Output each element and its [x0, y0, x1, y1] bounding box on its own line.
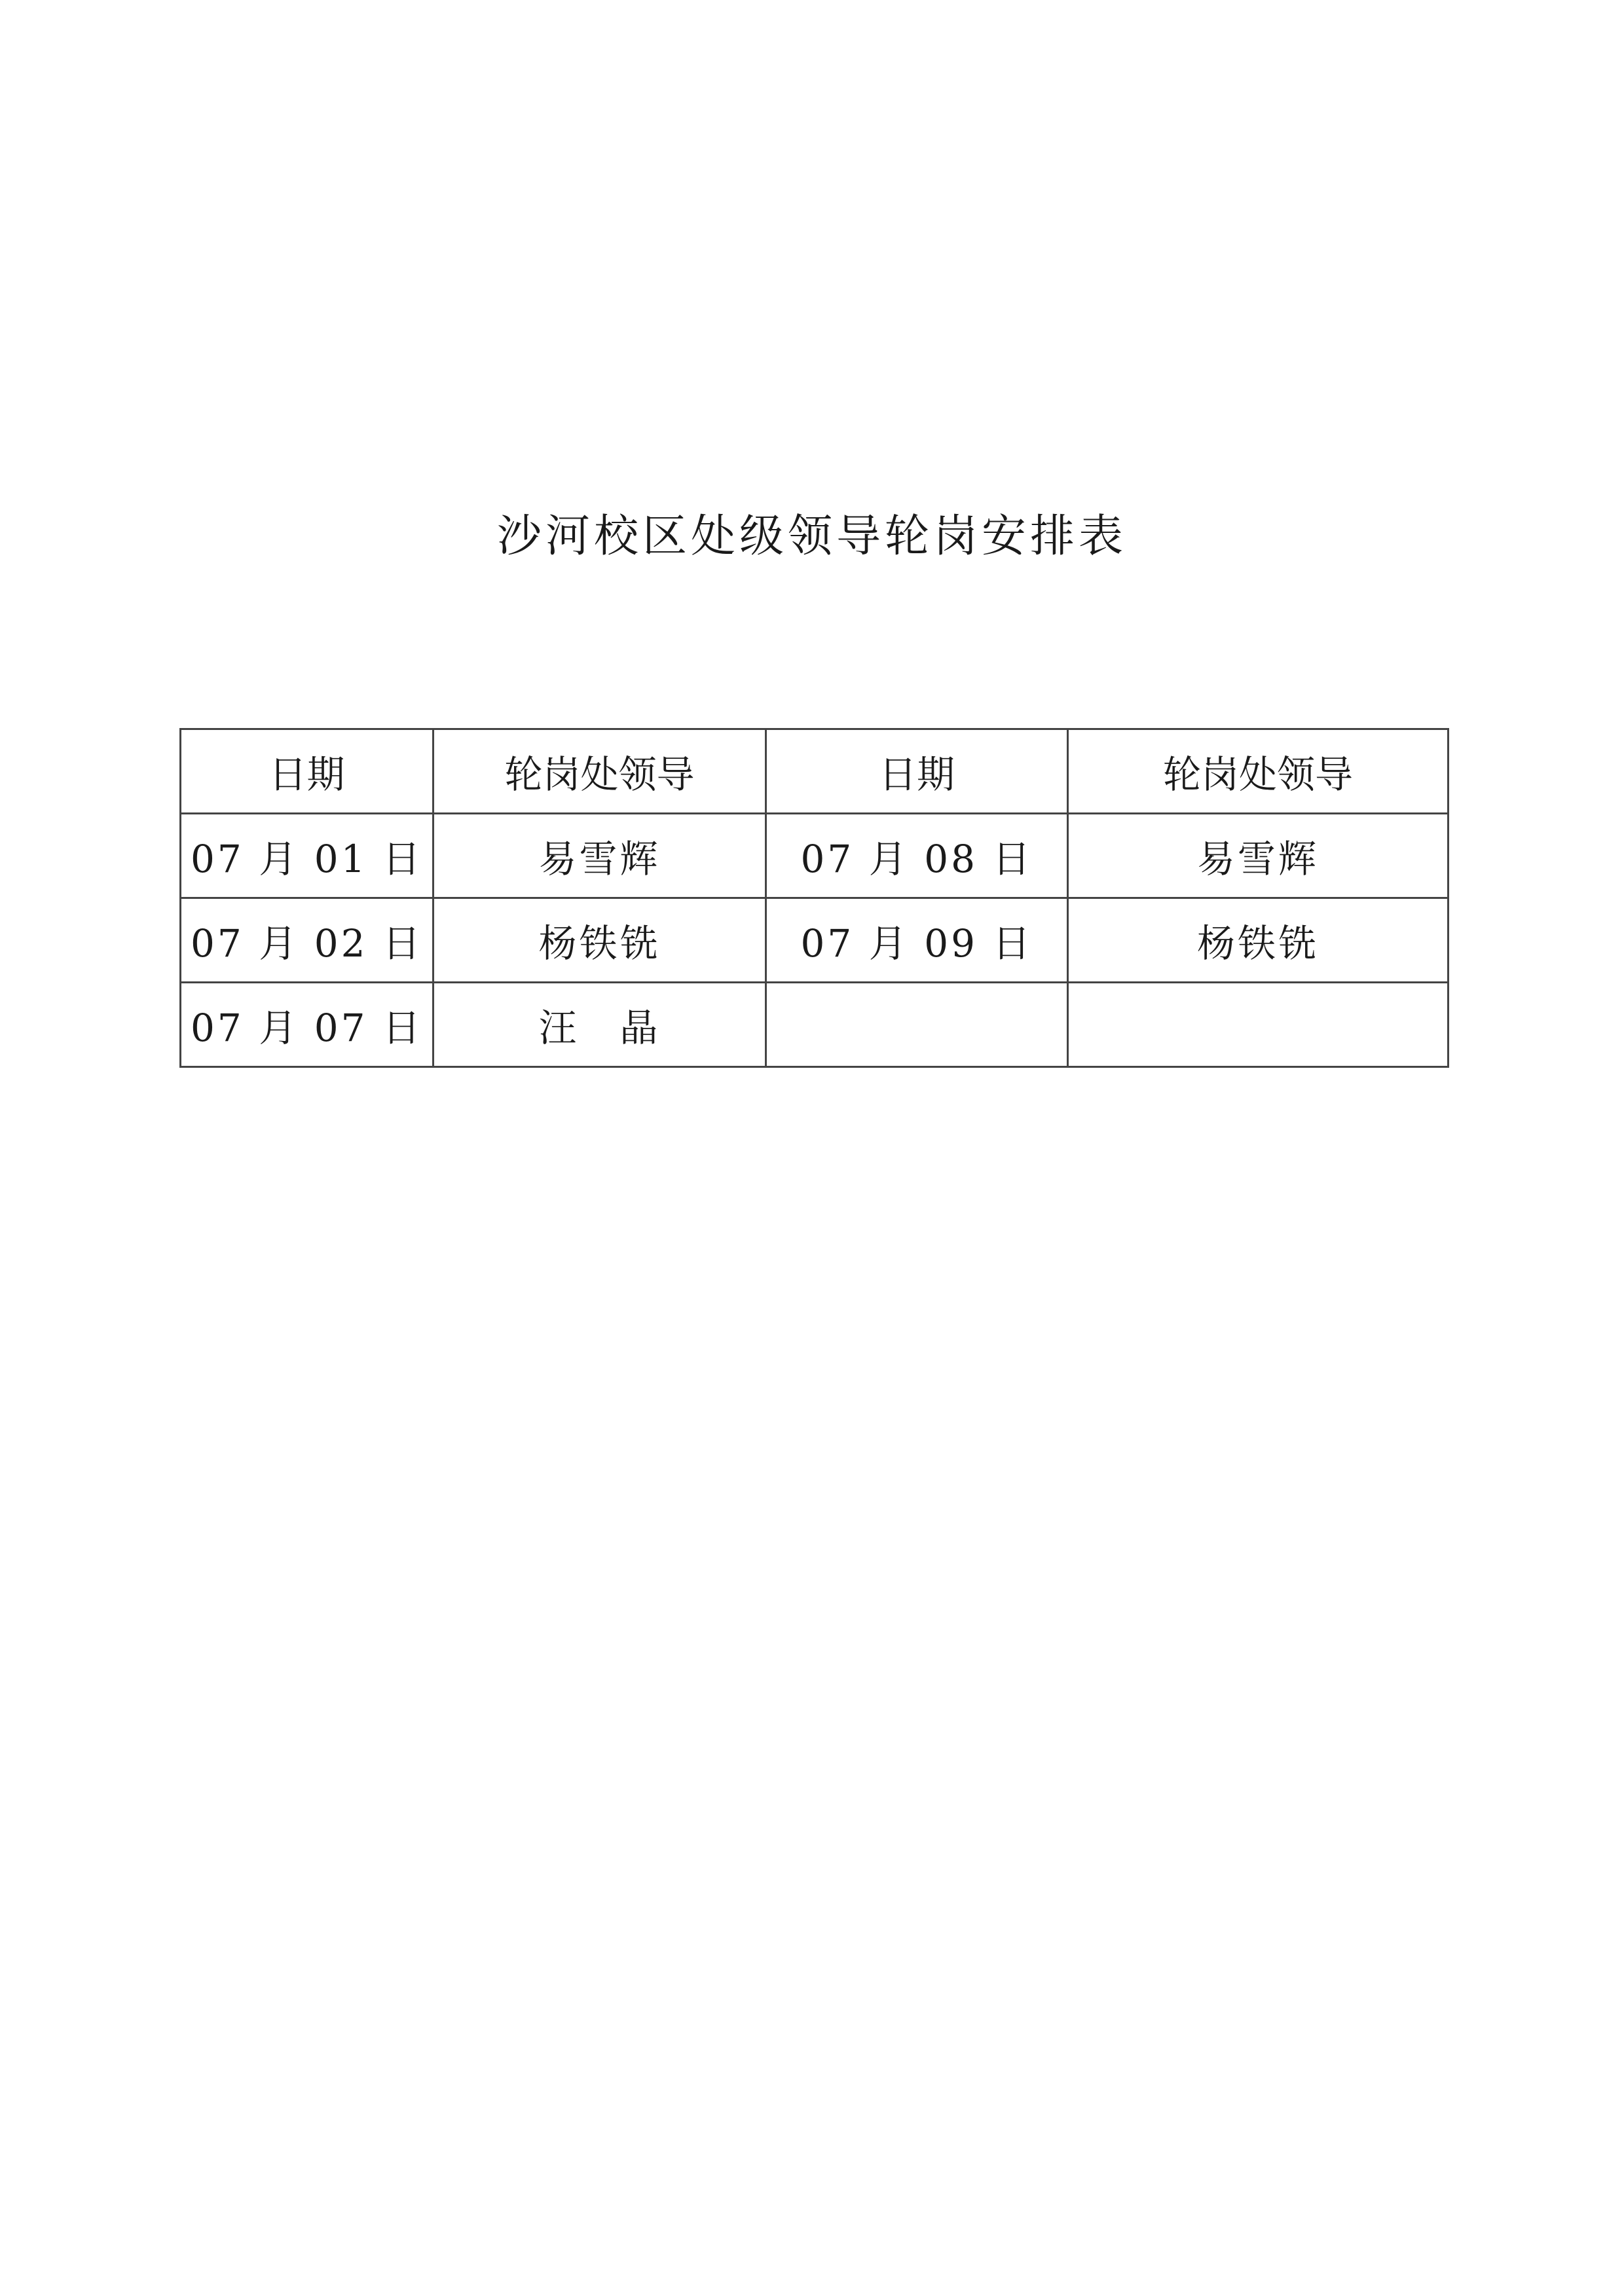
- table-header-row: [181, 729, 1449, 814]
- page-title: 沙河校区处级领导轮岗安排表: [496, 511, 1127, 562]
- leader-cell: 易雪辉: [1068, 814, 1449, 898]
- header-leader-2: 轮岗处领导: [1068, 729, 1449, 814]
- empty-cell: [766, 983, 1068, 1067]
- header-date-1: 日期: [181, 729, 434, 814]
- date-cell: 07 月 09 日: [766, 898, 1068, 983]
- table-row: [181, 814, 1449, 898]
- date-cell: 07 月 02 日: [181, 898, 434, 983]
- date-cell: 07 月 08 日: [766, 814, 1068, 898]
- leader-cell: 杨铁铣: [434, 898, 766, 983]
- schedule-table: [179, 728, 1449, 1068]
- table-row: [181, 898, 1449, 983]
- leader-cell: 杨铁铣: [1068, 898, 1449, 983]
- date-cell: 07 月 01 日: [181, 814, 434, 898]
- table-row: [181, 983, 1449, 1067]
- leader-cell: 易雪辉: [434, 814, 766, 898]
- leader-cell: 汪 晶: [434, 983, 766, 1067]
- header-date-2: 日期: [766, 729, 1068, 814]
- header-leader-1: 轮岗处领导: [434, 729, 766, 814]
- empty-cell: [1068, 983, 1449, 1067]
- date-cell: 07 月 07 日: [181, 983, 434, 1067]
